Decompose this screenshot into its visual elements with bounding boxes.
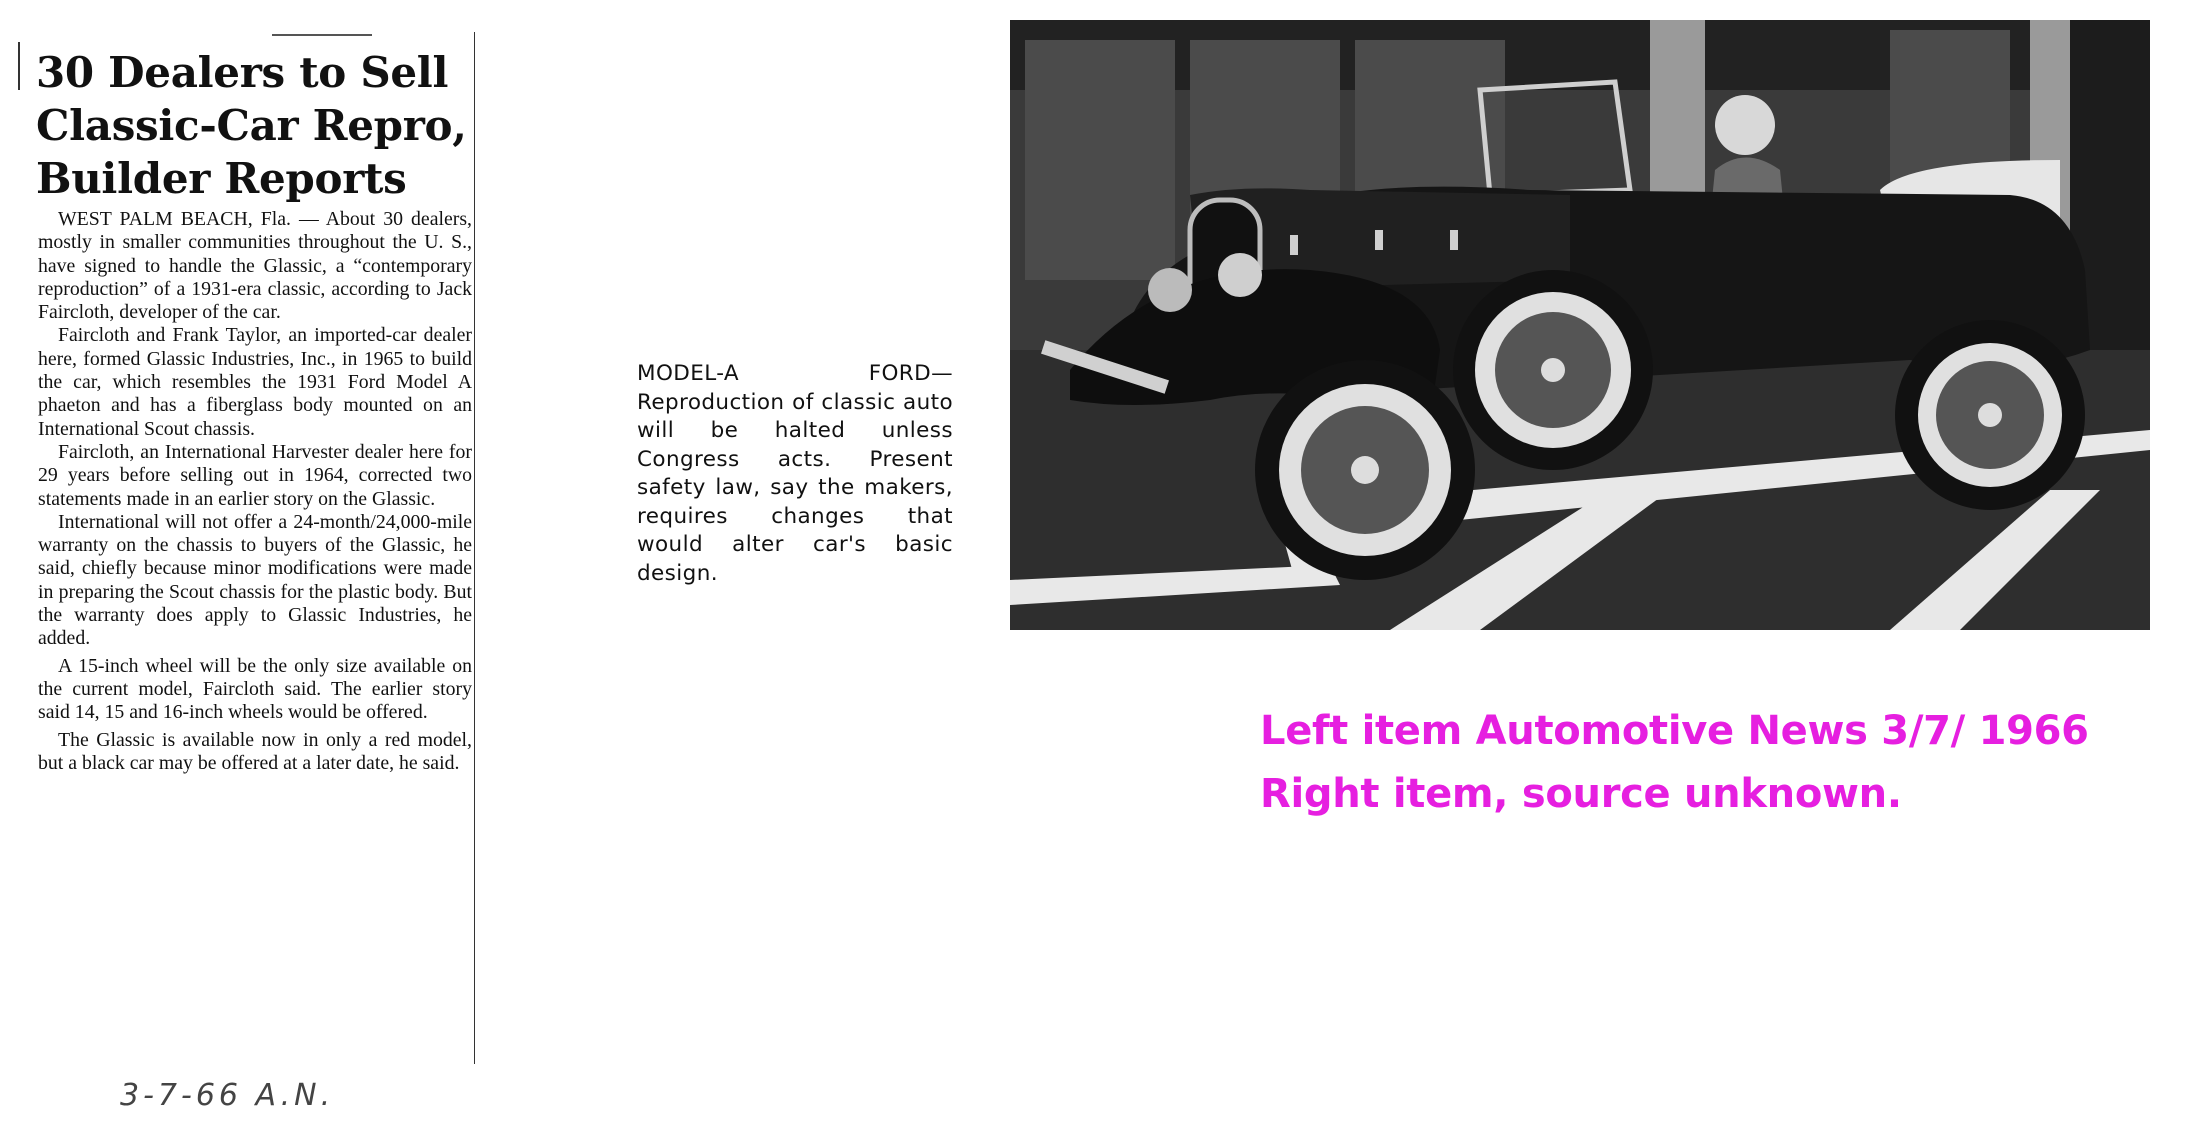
article-paragraph-6: The Glassic is available now in only a red model, but a black car may be offered at a later date, he said. [38, 728, 472, 774]
article-paragraph-1: WEST PALM BEACH, Fla. — About 30 dealers, mostly in smaller communities throughout the U. S., have signed to handle the Glassic, a “contemporary reproduction” of a 1931-era classic, according to Jack Faircloth, developer of the car. [38, 208, 472, 324]
article-paragraph-2: Faircloth and Frank Taylor, an imported-car dealer here, formed Glassic Industries, Inc., in 1965 to build the car, which resembles the 1931 Ford Model A phaeton and has a fiberglass body mounted on an International Scout chassis. [38, 324, 472, 440]
article-paragraph-3: Faircloth, an International Harvester dealer here for 29 years before selling out in 1964, corrected two statements made in an earlier story on the Glassic. [38, 440, 472, 510]
source-annotation [1260, 700, 2160, 826]
car-photo [1010, 20, 2150, 630]
article-paragraph-5: A 15-inch wheel will be the only size available on the current model, Faircloth said. The earlier story said 14, 15 and 16-inch wheels would be offered. [38, 654, 472, 724]
newspaper-clipping [22, 32, 475, 1064]
article-paragraph-4: International will not offer a 24-month/24,000-mile warranty on the chassis to buyers of the Glassic, he said, chiefly because minor modifications were made in preparing the Scout chassis for the plastic body. But the warranty does apply to Glassic Industries, he added. [38, 510, 472, 650]
annotation-line-2: Right item, source unknown. [1260, 771, 1902, 817]
article-body [38, 208, 472, 775]
article-headline: 30 Dealers to Sell Classic-Car Repro, Builder Reports [36, 48, 467, 203]
clipping-edge-line [272, 34, 372, 36]
annotation-line-1: Left item Automotive News 3/7/ 1966 [1260, 708, 2089, 754]
handwritten-date: 3-7-66 A.N. [120, 1078, 335, 1113]
photo-caption: MODEL-A FORD—Reproduction of classic auto will be halted unless Congress acts. Present safety law, say the makers, requires changes that would alter car's basic design. [637, 361, 953, 586]
car-photo-image [1010, 20, 2150, 630]
